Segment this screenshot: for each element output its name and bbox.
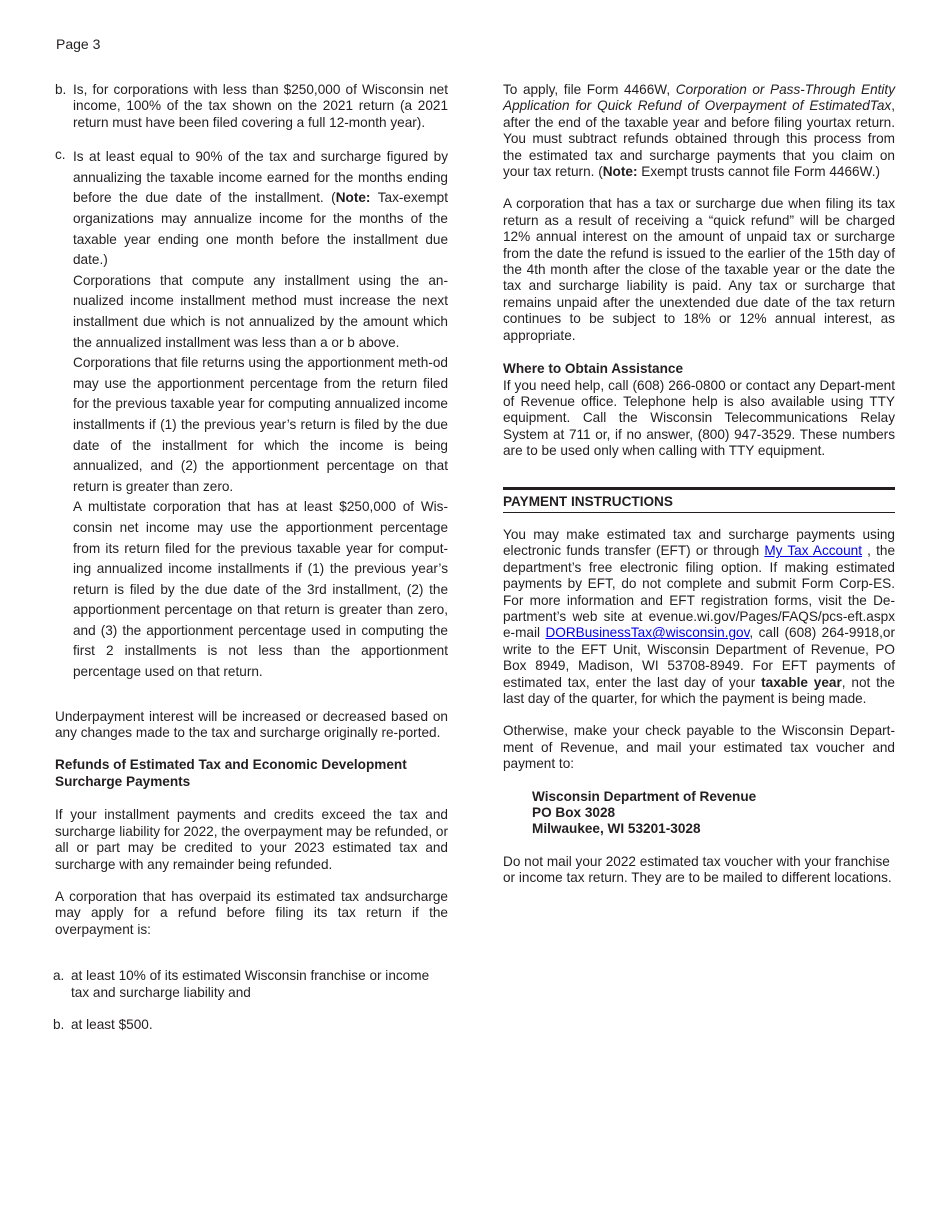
page-number: Page 3 <box>56 36 101 52</box>
underpayment-paragraph: Underpayment interest will be increased or decreased based on any changes made to the tax and surcharge originally re-ported. <box>55 708 448 741</box>
list-marker: b. <box>55 82 67 97</box>
note-label: Note: <box>335 190 371 206</box>
taxable-year-emphasis: taxable year <box>761 674 842 690</box>
apportionment-paragraph: Corporations that file returns using the apportionment meth-od may use the apportionment percentage from the return filed for the previous taxable year for computing annualized income installments if (1) the previous year’s return is filed by the due date of the installment for which the income is being annualized, and (2) the apportionment percentage on that return is greater than zero. <box>73 355 448 494</box>
list-marker: a. <box>53 968 65 984</box>
check-paragraph: Otherwise, make your check payable to the Wisconsin Depart-ment of Revenue, and mail your estimated tax voucher and payment to: <box>503 723 895 772</box>
refund-paragraph-1: If your installment payments and credits exceed the tax and surcharge liability for 2022, the overpayment may be refunded, or all or part may be credited to your 2023 estimated tax and surcharge with any remainder being refunded. <box>55 807 448 872</box>
list-item-text: at least $500. <box>71 1016 153 1032</box>
mail-notice-paragraph: Do not mail your 2022 estimated tax voucher with your franchise or income tax return. They are to be mailed to different locations. <box>503 853 892 886</box>
list-item-text: Is at least equal to 90% of the tax and surcharge figured by annualizing the taxable income earned for the months ending before the due date of the installment. (Note: Tax-exempt organizations may annualize income for the months of the taxable year ending one month before the installment due date.) <box>73 149 448 268</box>
list-marker: b. <box>53 1016 65 1032</box>
list-marker: c. <box>55 147 66 163</box>
payment-paragraph: You may make estimated tax and surcharge payments using electronic funds transfer (EFT) or through My Tax Account , the department’s free electronic filing option. If making estimated payments by EFT, do not complete and submit Form Corp-ES. For more information and EFT registration forms, visit the De-partment’s web site at evenue.wi.gov/Pages/FAQS/pcs-eft.aspx e-mail DORBusinessTax@wisconsin.gov, call (608) 264-9918,or write to the EFT Unit, Wisconsin Department of Revenue, PO Box 8949, Madison, WI 53708-8949. For EFT payments of estimated tax, enter the last day of your taxable year, not the last day of the quarter, for which the payment is being made. <box>503 526 895 706</box>
list-item-b2 <box>55 1017 448 1033</box>
email-link[interactable]: DORBusinessTax@wisconsin.gov <box>545 625 750 641</box>
address-line-2: PO Box 3028 <box>532 805 616 821</box>
left-column <box>55 82 448 1033</box>
refund-paragraph-2: A corporation that has overpaid its estimated tax andsurcharge may apply for a refund before filing its tax return if the overpayment is: <box>55 888 448 937</box>
apply-paragraph: To apply, file Form 4466W, Corporation or Pass-Through Entity Application for Quick Refund of Overpayment of EstimatedTax, after the end of the taxable year and before filing yourtax return. You must subtract refunds obtained through this process from the estimated tax and surcharge payments that you claim on your tax return. (Note: Exempt trusts cannot file Form 4466W.) <box>503 82 895 180</box>
address-line-3: Milwaukee, WI 53201-3028 <box>532 821 701 837</box>
section-rule-bottom <box>503 512 895 513</box>
annualized-paragraph: Corporations that compute any installment using the an-nualized income installment method must increase the next installment due which is not annualized by the amount which the annualized installment was less than a or b above. <box>73 272 448 350</box>
address-line-1: Wisconsin Department of Revenue <box>532 788 757 804</box>
list-item-c <box>55 147 448 271</box>
assistance-paragraph: If you need help, call (608) 266-0800 or contact any Depart-ment of Revenue office. Telephone help is also available using TTY equipment. Call the Wisconsin Telecommunications Relay System at 711 or, if no answer, (800) 947-3529. These numbers are to be used only when calling with TTY equipment. <box>503 377 895 459</box>
section-rule-top <box>503 487 895 490</box>
list-item-a <box>55 968 448 1001</box>
list-item-text: Is, for corporations with less than $250,000 of Wisconsin net income, 100% of the tax shown on the 2021 return (a 2021 return must have been filed covering a full 12-month year). <box>73 82 448 130</box>
refunds-heading: Refunds of Estimated Tax and Economic Development Surcharge Payments <box>55 757 407 789</box>
quick-refund-paragraph: A corporation that has a tax or surcharge due when filing its tax return as a result of receiving a “quick refund” will be charged 12% annual interest on the amount of unpaid tax or surcharge from the date the refund is issued to the earlier of the 15th day of the 4th month after the close of the taxable year or the date the tax and surcharge liability is paid. Any tax or surcharge that remains unpaid after the unextended due date of the tax return continues to be subject to 18% or 12% annual interest, as appropriate. <box>503 196 895 343</box>
list-item-b <box>55 82 448 131</box>
form-title: Corporation or Pass-Through Entity Application for Quick Refund of Overpayment of EstimatedTax <box>503 82 895 114</box>
list-item-text: at least 10% of its estimated Wisconsin franchise or income tax and surcharge liability and <box>71 968 430 1000</box>
right-column <box>503 82 895 887</box>
multistate-paragraph: A multistate corporation that has at least $250,000 of Wis-consin net income may use the apportionment percentage from its return filed for the previous taxable year for comput-ing annualized income installments if (1) the previous year’s return is filed by the due date of the 3rd installment, (2) the apportionment percentage on that return is greater than zero, and (3) the apportionment percentage used in computing the first 2 installments is not less than the apportionment percentage used on that return. <box>73 499 448 680</box>
assistance-heading: Where to Obtain Assistance <box>503 361 684 377</box>
mailing-address <box>503 789 895 838</box>
note-label: Note: <box>602 164 638 180</box>
my-tax-account-link[interactable]: My Tax Account <box>764 543 863 559</box>
payment-instructions-heading: PAYMENT INSTRUCTIONS <box>503 493 673 509</box>
